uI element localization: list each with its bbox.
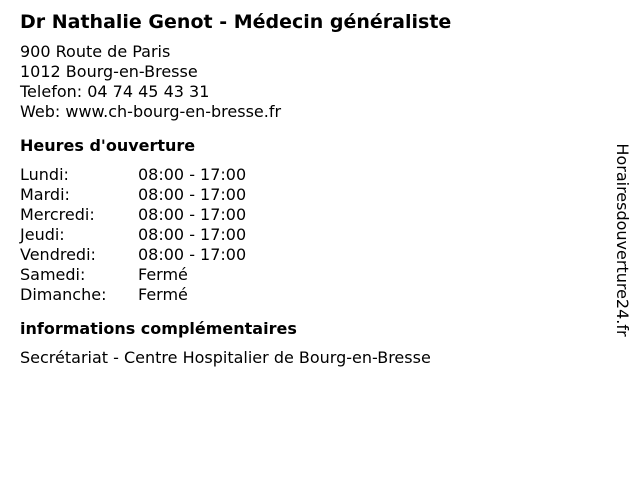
- web-line: Web: www.ch-bourg-en-bresse.fr: [20, 102, 282, 121]
- hours-row: [20, 285, 580, 305]
- hours-day: Dimanche:: [20, 285, 107, 304]
- hours-row: [20, 165, 580, 185]
- page-title: Dr Nathalie Genot - Médecin généraliste: [20, 11, 452, 33]
- address-block: [20, 42, 580, 122]
- hours-row: [20, 265, 580, 285]
- hours-time: Fermé: [138, 265, 188, 284]
- listing-page: [20, 10, 580, 368]
- hours-day: Mercredi:: [20, 205, 95, 224]
- hours-time: Fermé: [138, 285, 188, 304]
- hours-time: 08:00 - 17:00: [138, 245, 247, 264]
- street-address: 900 Route de Paris: [20, 42, 171, 61]
- phone-line: Telefon: 04 74 45 43 31: [20, 82, 210, 101]
- opening-hours-heading: Heures d'ouverture: [20, 136, 196, 155]
- hours-time: 08:00 - 17:00: [138, 165, 247, 184]
- opening-hours-list: [20, 165, 580, 305]
- hours-day: Mardi:: [20, 185, 70, 204]
- hours-time: 08:00 - 17:00: [138, 205, 247, 224]
- hours-day: Samedi:: [20, 265, 86, 284]
- hours-row: [20, 245, 580, 265]
- hours-day: Lundi:: [20, 165, 69, 184]
- hours-day: Jeudi:: [20, 225, 65, 244]
- hours-row: [20, 225, 580, 245]
- hours-day: Vendredi:: [20, 245, 96, 264]
- hours-time: 08:00 - 17:00: [138, 225, 247, 244]
- additional-info-text: Secrétariat - Centre Hospitalier de Bourg-en-Bresse: [20, 348, 431, 367]
- site-watermark: Horairesdouverture24.fr: [613, 143, 632, 337]
- hours-row: [20, 205, 580, 225]
- city-line: 1012 Bourg-en-Bresse: [20, 62, 198, 81]
- hours-time: 08:00 - 17:00: [138, 185, 247, 204]
- additional-info-heading: informations complémentaires: [20, 319, 297, 338]
- hours-row: [20, 185, 580, 205]
